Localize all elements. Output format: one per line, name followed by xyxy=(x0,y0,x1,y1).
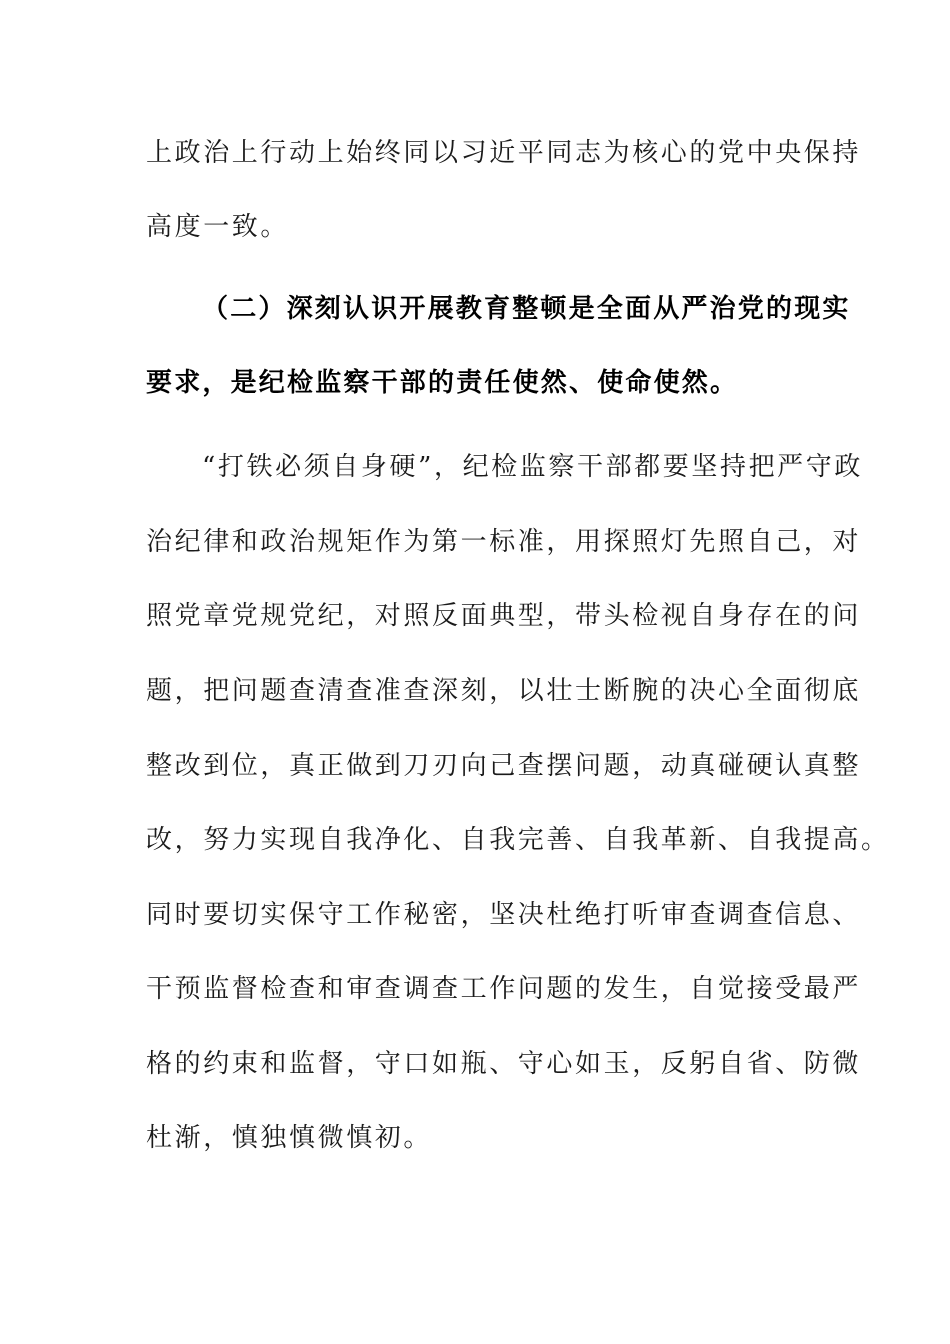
text-line: 治纪律和政治规矩作为第一标准，用探照灯先照自己，对 xyxy=(146,527,862,557)
text-line: 整改到位，真正做到刀刃向己查摆问题，动真碰硬认真整 xyxy=(146,751,862,781)
text-line: 杜渐，慎独慎微慎初。 xyxy=(146,1123,433,1153)
text-line: 格的约束和监督，守口如瓶、守心如玉，反躬自省、防微 xyxy=(146,1049,862,1079)
text-line: 题，把问题查清查准查深刻，以壮士断腕的决心全面彻底 xyxy=(146,676,862,706)
heading-line: 要求，是纪检监察干部的责任使然、使命使然。 xyxy=(146,368,739,398)
text-line: 上政治上行动上始终同以习近平同志为核心的党中央保持 xyxy=(146,138,862,168)
text-line: “打铁必须自身硬”，纪检监察干部都要坚持把严守政 xyxy=(202,452,863,482)
text-line: 高度一致。 xyxy=(146,212,290,242)
text-line: 干预监督检查和审查调查工作问题的发生，自觉接受最严 xyxy=(146,974,862,1004)
text-line: 照党章党规党纪，对照反面典型，带头检视自身存在的问 xyxy=(146,601,862,631)
text-line: 同时要切实保守工作秘密，坚决杜绝打听审查调查信息、 xyxy=(146,900,862,930)
text-line: 改，努力实现自我净化、自我完善、自我革新、自我提高。 xyxy=(146,825,890,855)
heading-line: （二）深刻认识开展教育整顿是全面从严治党的现实 xyxy=(202,294,851,324)
